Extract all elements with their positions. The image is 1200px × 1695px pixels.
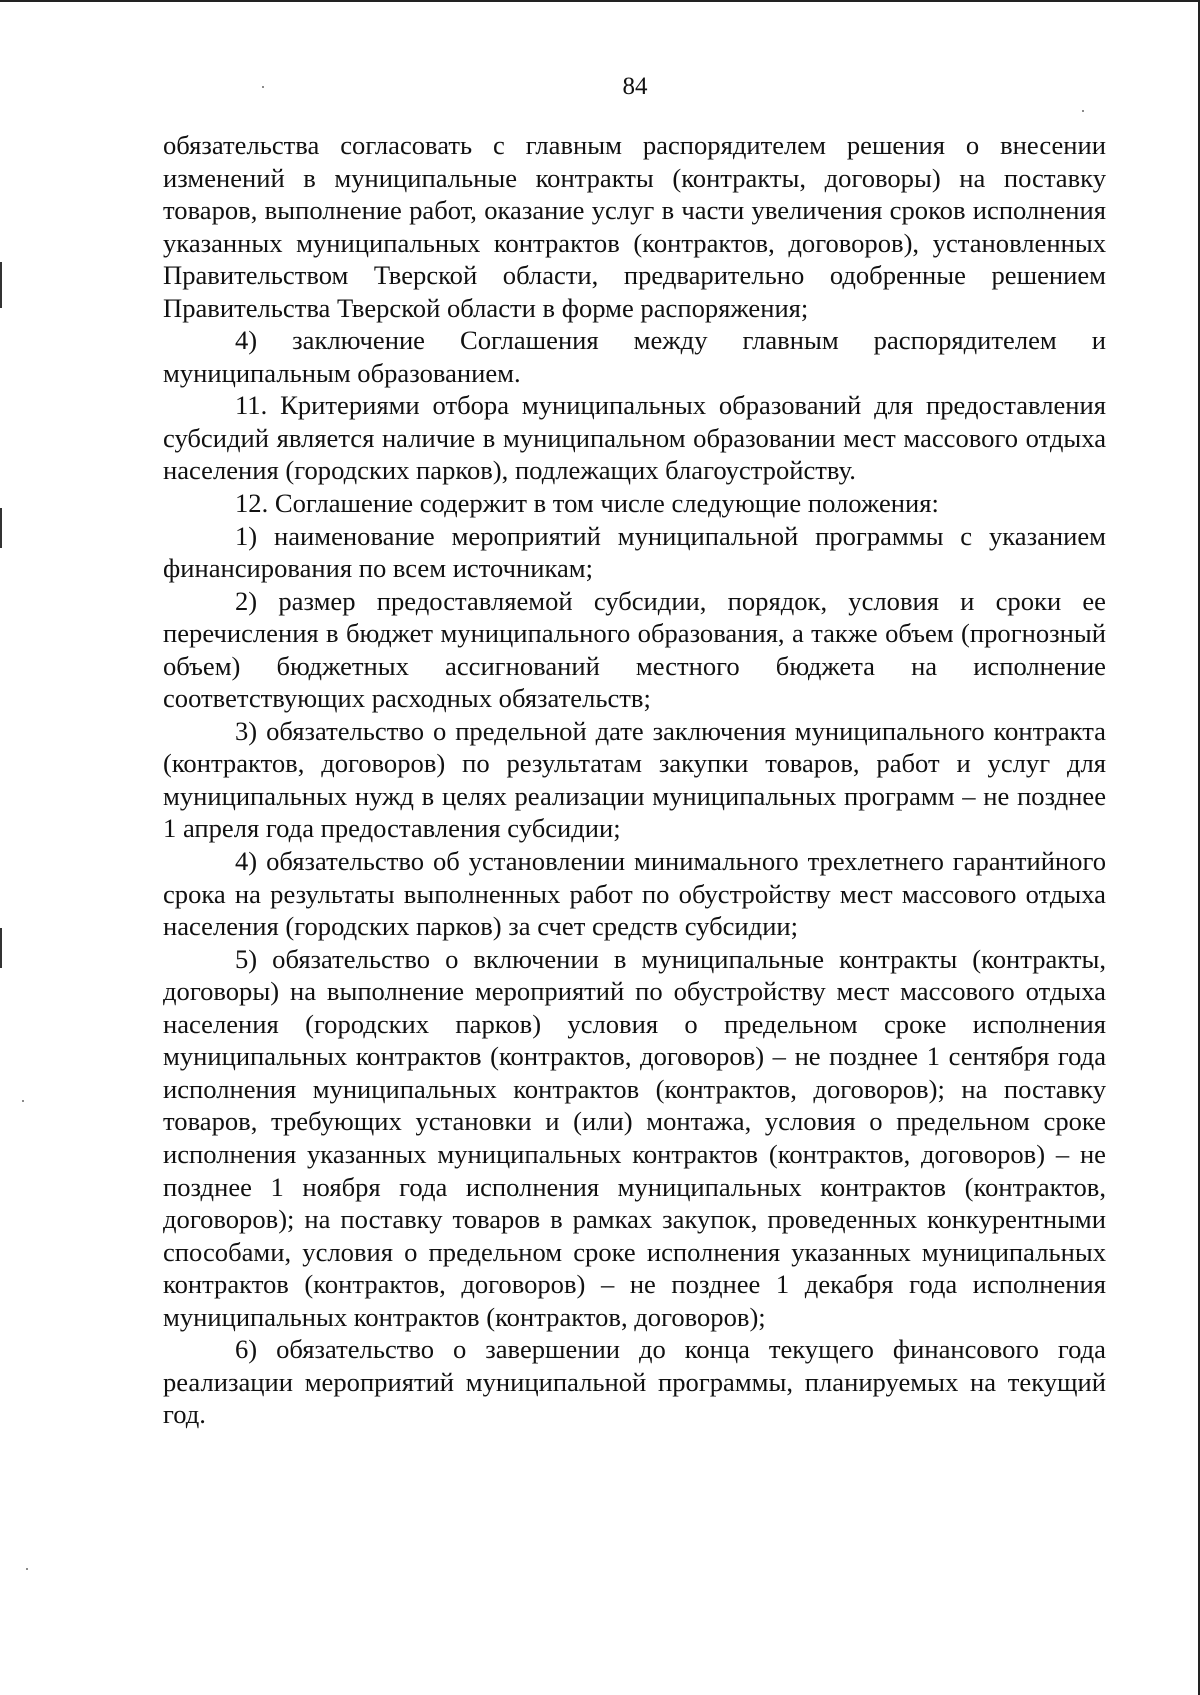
scan-speck [1082, 110, 1084, 112]
document-body [163, 129, 1106, 1431]
scan-margin-mark [0, 262, 2, 308]
scan-margin-mark [0, 928, 2, 968]
scan-speck [26, 1568, 28, 1570]
paragraph-item-2: 2) размер предоставляемой субсидии, порядок, условия и сроки ее перечисления в бюджет муниципального образования, а также объем (прогнозный объем) бюджетных ассигнований местного бюджета на исполнение соответствующих расходных обязательств; [163, 585, 1106, 714]
paragraph-section-11: 11. Критериями отбора муниципальных образований для предоставления субсидий является наличие в муниципальном образовании мест массового отдыха населения (городских парков), подлежащих благоустройству. [163, 390, 1106, 486]
paragraph-item-5: 5) обязательство о включении в муниципальные контракты (контракты, договоры) на выполнение мероприятий по обустройству мест массового отдыха населения (городских парков) условия о предельном сроке исполнения муниципальных контрактов (контрактов, договоров) – не позднее 1 сентября года исполнения муниципальных контрактов (контрактов, договоров); на поставку товаров, требующих установки и (или) монтажа, условия о предельном сроке исполнения указанных муниципальных контрактов (контрактов, договоров) – не позднее 1 ноября года исполнения муниципальных контрактов (контрактов, договоров); на поставку товаров в рамках закупок, проведенных конкурентными способами, условия о предельном сроке исполнения указанных муниципальных контрактов (контрактов, договоров) – не позднее 1 декабря года исполнения муниципальных контрактов (контрактов, договоров); [163, 943, 1106, 1332]
paragraph-continuation: обязательства согласовать с главным распорядителем решения о внесении изменений в муниципальные контракты (контракты, договоры) на поставку товаров, выполнение работ, оказание услуг в части увеличения сроков исполнения указанных муниципальных контрактов (контрактов, договоров), установленных Правительством Тверской области, предварительно одобренные решением Правительства Тверской области в форме распоряжения; [163, 130, 1106, 323]
paragraph-item-6: 6) обязательство о завершении до конца текущего финансового года реализации мероприятий муниципальной программы, планируемых на текущий год. [163, 1334, 1106, 1430]
scan-speck [22, 1100, 24, 1102]
scan-margin-mark [0, 508, 2, 548]
paragraph-section-12: 12. Соглашение содержит в том числе следующие положения: [235, 488, 939, 519]
paragraph-item-4-agreement: 4) заключение Соглашения между главным распорядителем и муниципальным образованием. [163, 325, 1106, 388]
page-number: 84 [622, 73, 648, 100]
paragraph-item-1: 1) наименование мероприятий муниципальной программы с указанием финансирования по всем источникам; [163, 520, 1106, 584]
scan-edge-top [0, 0, 1200, 2]
paragraph-item-4: 4) обязательство об установлении минимального трехлетнего гарантийного срока на результаты выполненных работ по обустройству мест массового отдыха населения (городских парков) за счет средств субсидии; [163, 846, 1106, 942]
paragraph-item-3: 3) обязательство о предельной дате заключения муниципального контракта (контрактов, договоров) по результатам закупки товаров, работ и услуг для муниципальных нужд в целях реализации муниципальных программ – не позднее 1 апреля года предоставления субсидии; [163, 715, 1106, 844]
